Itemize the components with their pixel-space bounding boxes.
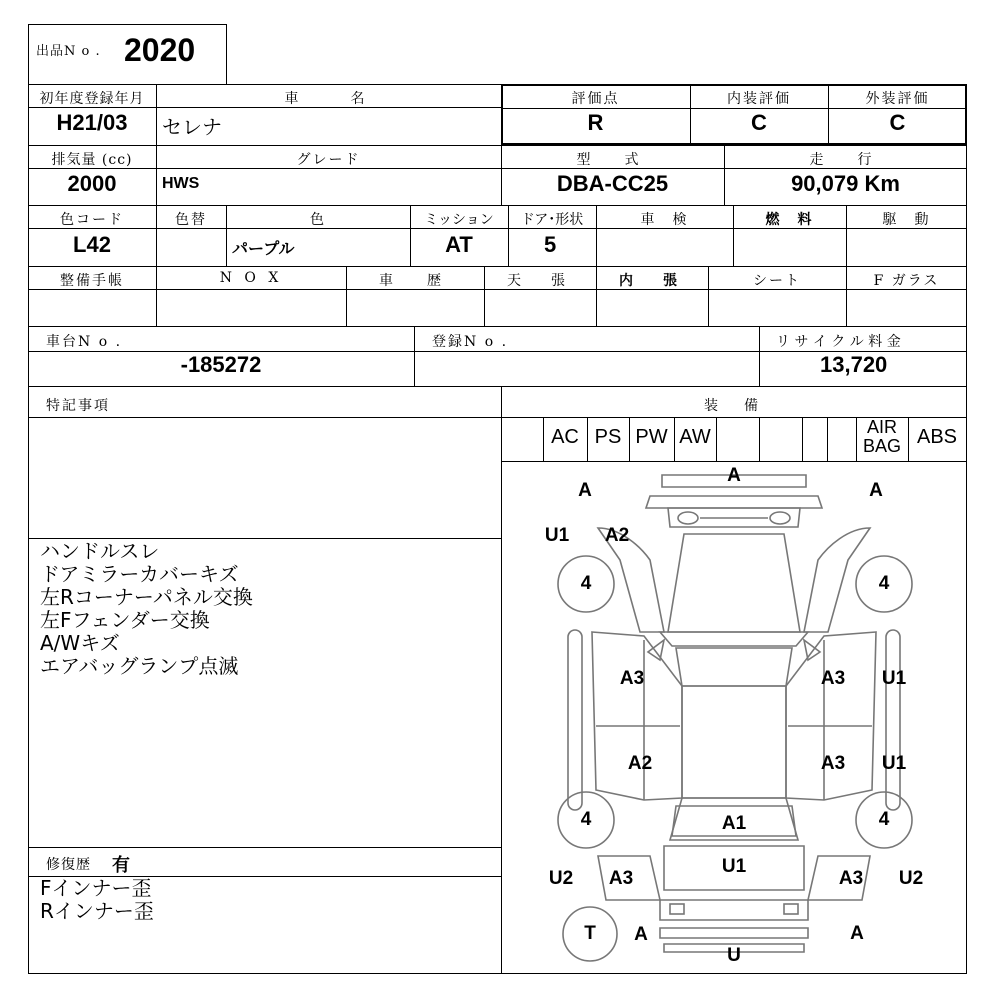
grade-value: HWS bbox=[162, 175, 200, 192]
mileage-value: 90,079 Km bbox=[791, 171, 900, 196]
damage-mark: A3 bbox=[838, 868, 864, 889]
damage-mark: A2 bbox=[627, 753, 653, 774]
repair-value: 有 bbox=[112, 855, 130, 875]
model-label: 型 式 bbox=[576, 152, 649, 168]
mileage-label: 走 行 bbox=[809, 152, 882, 168]
notes-label: 特記事項 bbox=[46, 398, 110, 414]
color-value: パープル bbox=[232, 241, 295, 258]
repair-line: Fインナー歪 bbox=[40, 876, 152, 900]
damage-mark: A3 bbox=[820, 753, 846, 774]
headliner-label: 天 張 bbox=[507, 273, 573, 289]
damage-mark: T bbox=[584, 923, 596, 944]
color-label: 色 bbox=[310, 212, 326, 228]
damage-mark: U2 bbox=[548, 868, 574, 889]
damage-mark: U1 bbox=[881, 668, 907, 689]
interior-grade-value: C bbox=[751, 110, 767, 135]
damage-mark: A bbox=[634, 924, 648, 945]
equipment-aw: AW bbox=[679, 426, 711, 448]
door-shape-label: ドア･形状 bbox=[520, 212, 584, 228]
exterior-grade-value: C bbox=[889, 110, 906, 135]
equipment-ps: PS bbox=[594, 426, 622, 448]
inspection-label: 車 検 bbox=[640, 212, 689, 228]
notes-list bbox=[40, 540, 253, 678]
note-line: 左Fフェンダー交換 bbox=[40, 608, 210, 632]
note-line: 左Rコーナーパネル交換 bbox=[40, 585, 253, 609]
fuel-label: 燃 料 bbox=[765, 212, 814, 228]
maintenance-label: 整備手帳 bbox=[60, 273, 124, 289]
damage-mark: A bbox=[869, 480, 883, 501]
grade-label: グレード bbox=[296, 152, 361, 168]
seat-label: シート bbox=[753, 273, 801, 289]
displacement-label: 排気量 (cc) bbox=[51, 152, 133, 168]
damage-mark: A3 bbox=[820, 668, 846, 689]
damage-mark: A2 bbox=[604, 525, 630, 546]
exterior-grade-label: 外装評価 bbox=[865, 91, 930, 107]
equipment-label: 装 備 bbox=[704, 398, 764, 414]
interior-trim-label: 内 張 bbox=[619, 273, 685, 289]
damage-mark: A bbox=[727, 465, 741, 486]
repair-label: 修復歴 bbox=[46, 857, 91, 873]
equipment-ac: AC bbox=[551, 426, 579, 448]
note-line: ドアミラーカバーキズ bbox=[40, 562, 239, 586]
transmission-value: AT bbox=[445, 232, 473, 257]
equipment-abs: ABS bbox=[916, 426, 958, 448]
color-code-value: L42 bbox=[73, 232, 111, 257]
car-name-label: 車 名 bbox=[284, 91, 373, 107]
interior-grade-label: 内装評価 bbox=[727, 91, 791, 107]
damage-mark: 4 bbox=[580, 809, 592, 830]
score-value: R bbox=[587, 110, 604, 135]
history-label: 車 歴 bbox=[379, 273, 451, 289]
recycle-fee-label: リ サ イ ク ル 料 金 bbox=[776, 334, 901, 350]
car-diagram bbox=[501, 461, 967, 973]
damage-mark: 4 bbox=[878, 809, 890, 830]
damage-mark: 4 bbox=[878, 573, 890, 594]
damage-mark: U1 bbox=[544, 525, 570, 546]
note-line: A/Wキズ bbox=[40, 631, 120, 655]
model-value: DBA-CC25 bbox=[556, 171, 669, 196]
displacement-value: 2000 bbox=[67, 171, 117, 196]
damage-mark: 4 bbox=[580, 573, 592, 594]
repaint-label: 色替 bbox=[175, 212, 207, 228]
lot-number: 2020 bbox=[124, 32, 196, 68]
damage-mark: U2 bbox=[898, 868, 924, 889]
repair-line: Rインナー歪 bbox=[40, 899, 154, 923]
note-line: ハンドルスレ bbox=[40, 539, 160, 563]
transmission-label: ミッション bbox=[424, 212, 494, 228]
damage-mark: A bbox=[850, 923, 864, 944]
repair-list bbox=[40, 877, 154, 923]
color-code-label: 色コード bbox=[60, 212, 124, 228]
damage-mark: A bbox=[578, 480, 592, 501]
damage-mark: U1 bbox=[881, 753, 907, 774]
windshield-label: F ガラス bbox=[873, 273, 940, 289]
equipment-pw: PW bbox=[635, 426, 668, 448]
reg-date-value: H21/03 bbox=[56, 110, 128, 135]
reg-date-label: 初年度登録年月 bbox=[39, 91, 145, 107]
damage-mark: U bbox=[727, 945, 741, 966]
car-name-value: セレナ bbox=[162, 115, 222, 139]
drive-label: 駆 動 bbox=[882, 212, 931, 228]
score-label: 評価点 bbox=[571, 91, 620, 107]
equipment-airbag: AIR BAG bbox=[862, 417, 901, 456]
recycle-fee-value: 13,720 bbox=[820, 352, 888, 377]
note-line: エアバッグランプ点滅 bbox=[40, 654, 239, 678]
nox-label: N O X bbox=[219, 270, 283, 286]
damage-mark: U1 bbox=[721, 856, 747, 877]
damage-mark: A1 bbox=[721, 813, 747, 834]
chassis-value: -185272 bbox=[180, 352, 262, 377]
damage-mark: A3 bbox=[608, 868, 634, 889]
door-shape-value: 5 bbox=[544, 232, 557, 257]
chassis-label: 車台N o . bbox=[46, 334, 123, 350]
registration-label: 登録N o . bbox=[432, 334, 509, 350]
lot-label: 出品N o . bbox=[36, 44, 101, 59]
damage-mark: A3 bbox=[619, 668, 645, 689]
